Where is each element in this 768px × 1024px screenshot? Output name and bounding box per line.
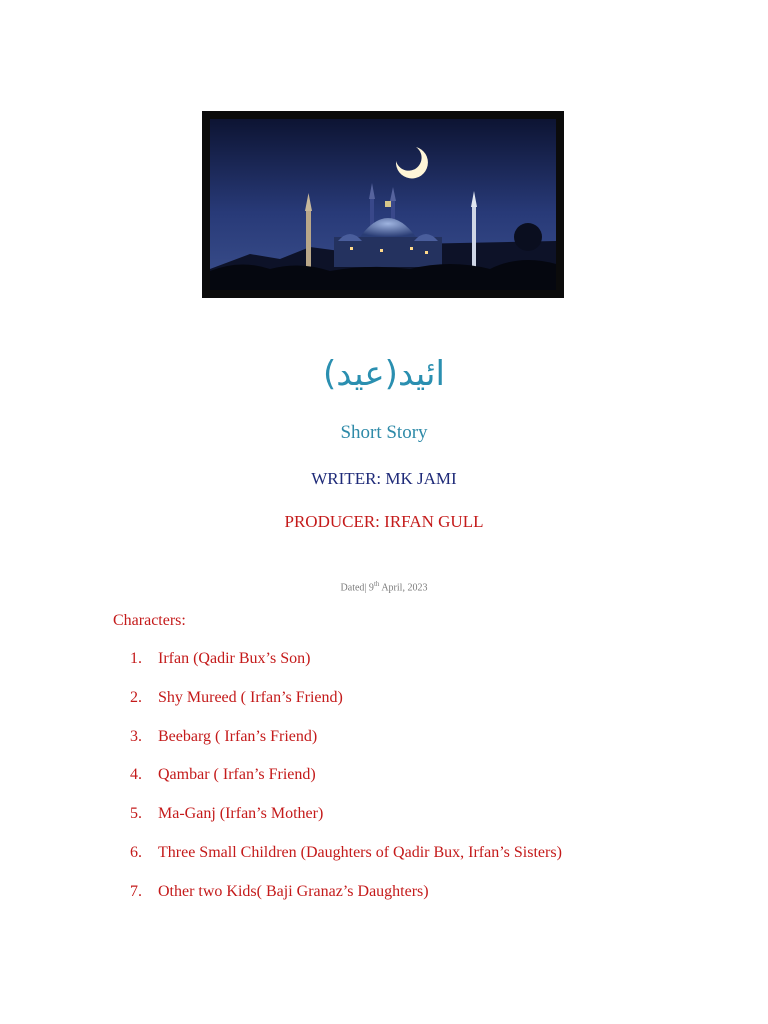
list-item-number: 4. [130, 766, 142, 784]
list-item [130, 842, 750, 881]
list-item-number: 2. [130, 688, 142, 706]
urdu-title: ائید(عید) [323, 354, 445, 394]
mosque-crescent-night-image [210, 119, 556, 290]
list-item [130, 803, 750, 842]
writer-line: WRITER: MK JAMI [311, 469, 457, 488]
list-item-text: Beebarg ( Irfan’s Friend) [158, 727, 318, 745]
list-item-text: Qambar ( Irfan’s Friend) [158, 766, 316, 784]
list-item-text: Other two Kids( Baji Granaz’s Daughters) [158, 882, 429, 900]
list-item [130, 648, 750, 687]
date-prefix: Dated| 9 [340, 582, 374, 594]
date-suffix: April, 2023 [379, 582, 428, 594]
producer-line: PRODUCER: IRFAN GULL [284, 512, 484, 531]
list-item-text: Shy Mureed ( Irfan’s Friend) [158, 688, 343, 706]
list-item-text: Three Small Children (Daughters of Qadir Bux, Irfan’s Sisters) [158, 843, 562, 861]
story-type-subtitle: Short Story [340, 422, 428, 443]
list-item-number: 7. [130, 882, 142, 900]
list-item-text: Ma-Ganj (Irfan’s Mother) [158, 805, 324, 823]
characters-heading: Characters: [113, 612, 186, 629]
date-ordinal: th [373, 580, 380, 588]
list-item [130, 764, 750, 803]
list-item [130, 881, 750, 920]
date-line [0, 580, 768, 593]
list-item-text: Irfan (Qadir Bux’s Son) [158, 650, 311, 667]
list-item [130, 726, 750, 765]
cover-image [202, 111, 564, 298]
list-item [130, 687, 750, 726]
character-list [130, 648, 750, 920]
list-item-number: 5. [130, 805, 142, 823]
list-item-number: 1. [130, 650, 142, 667]
list-item-number: 6. [130, 843, 142, 861]
list-item-number: 3. [130, 727, 142, 745]
